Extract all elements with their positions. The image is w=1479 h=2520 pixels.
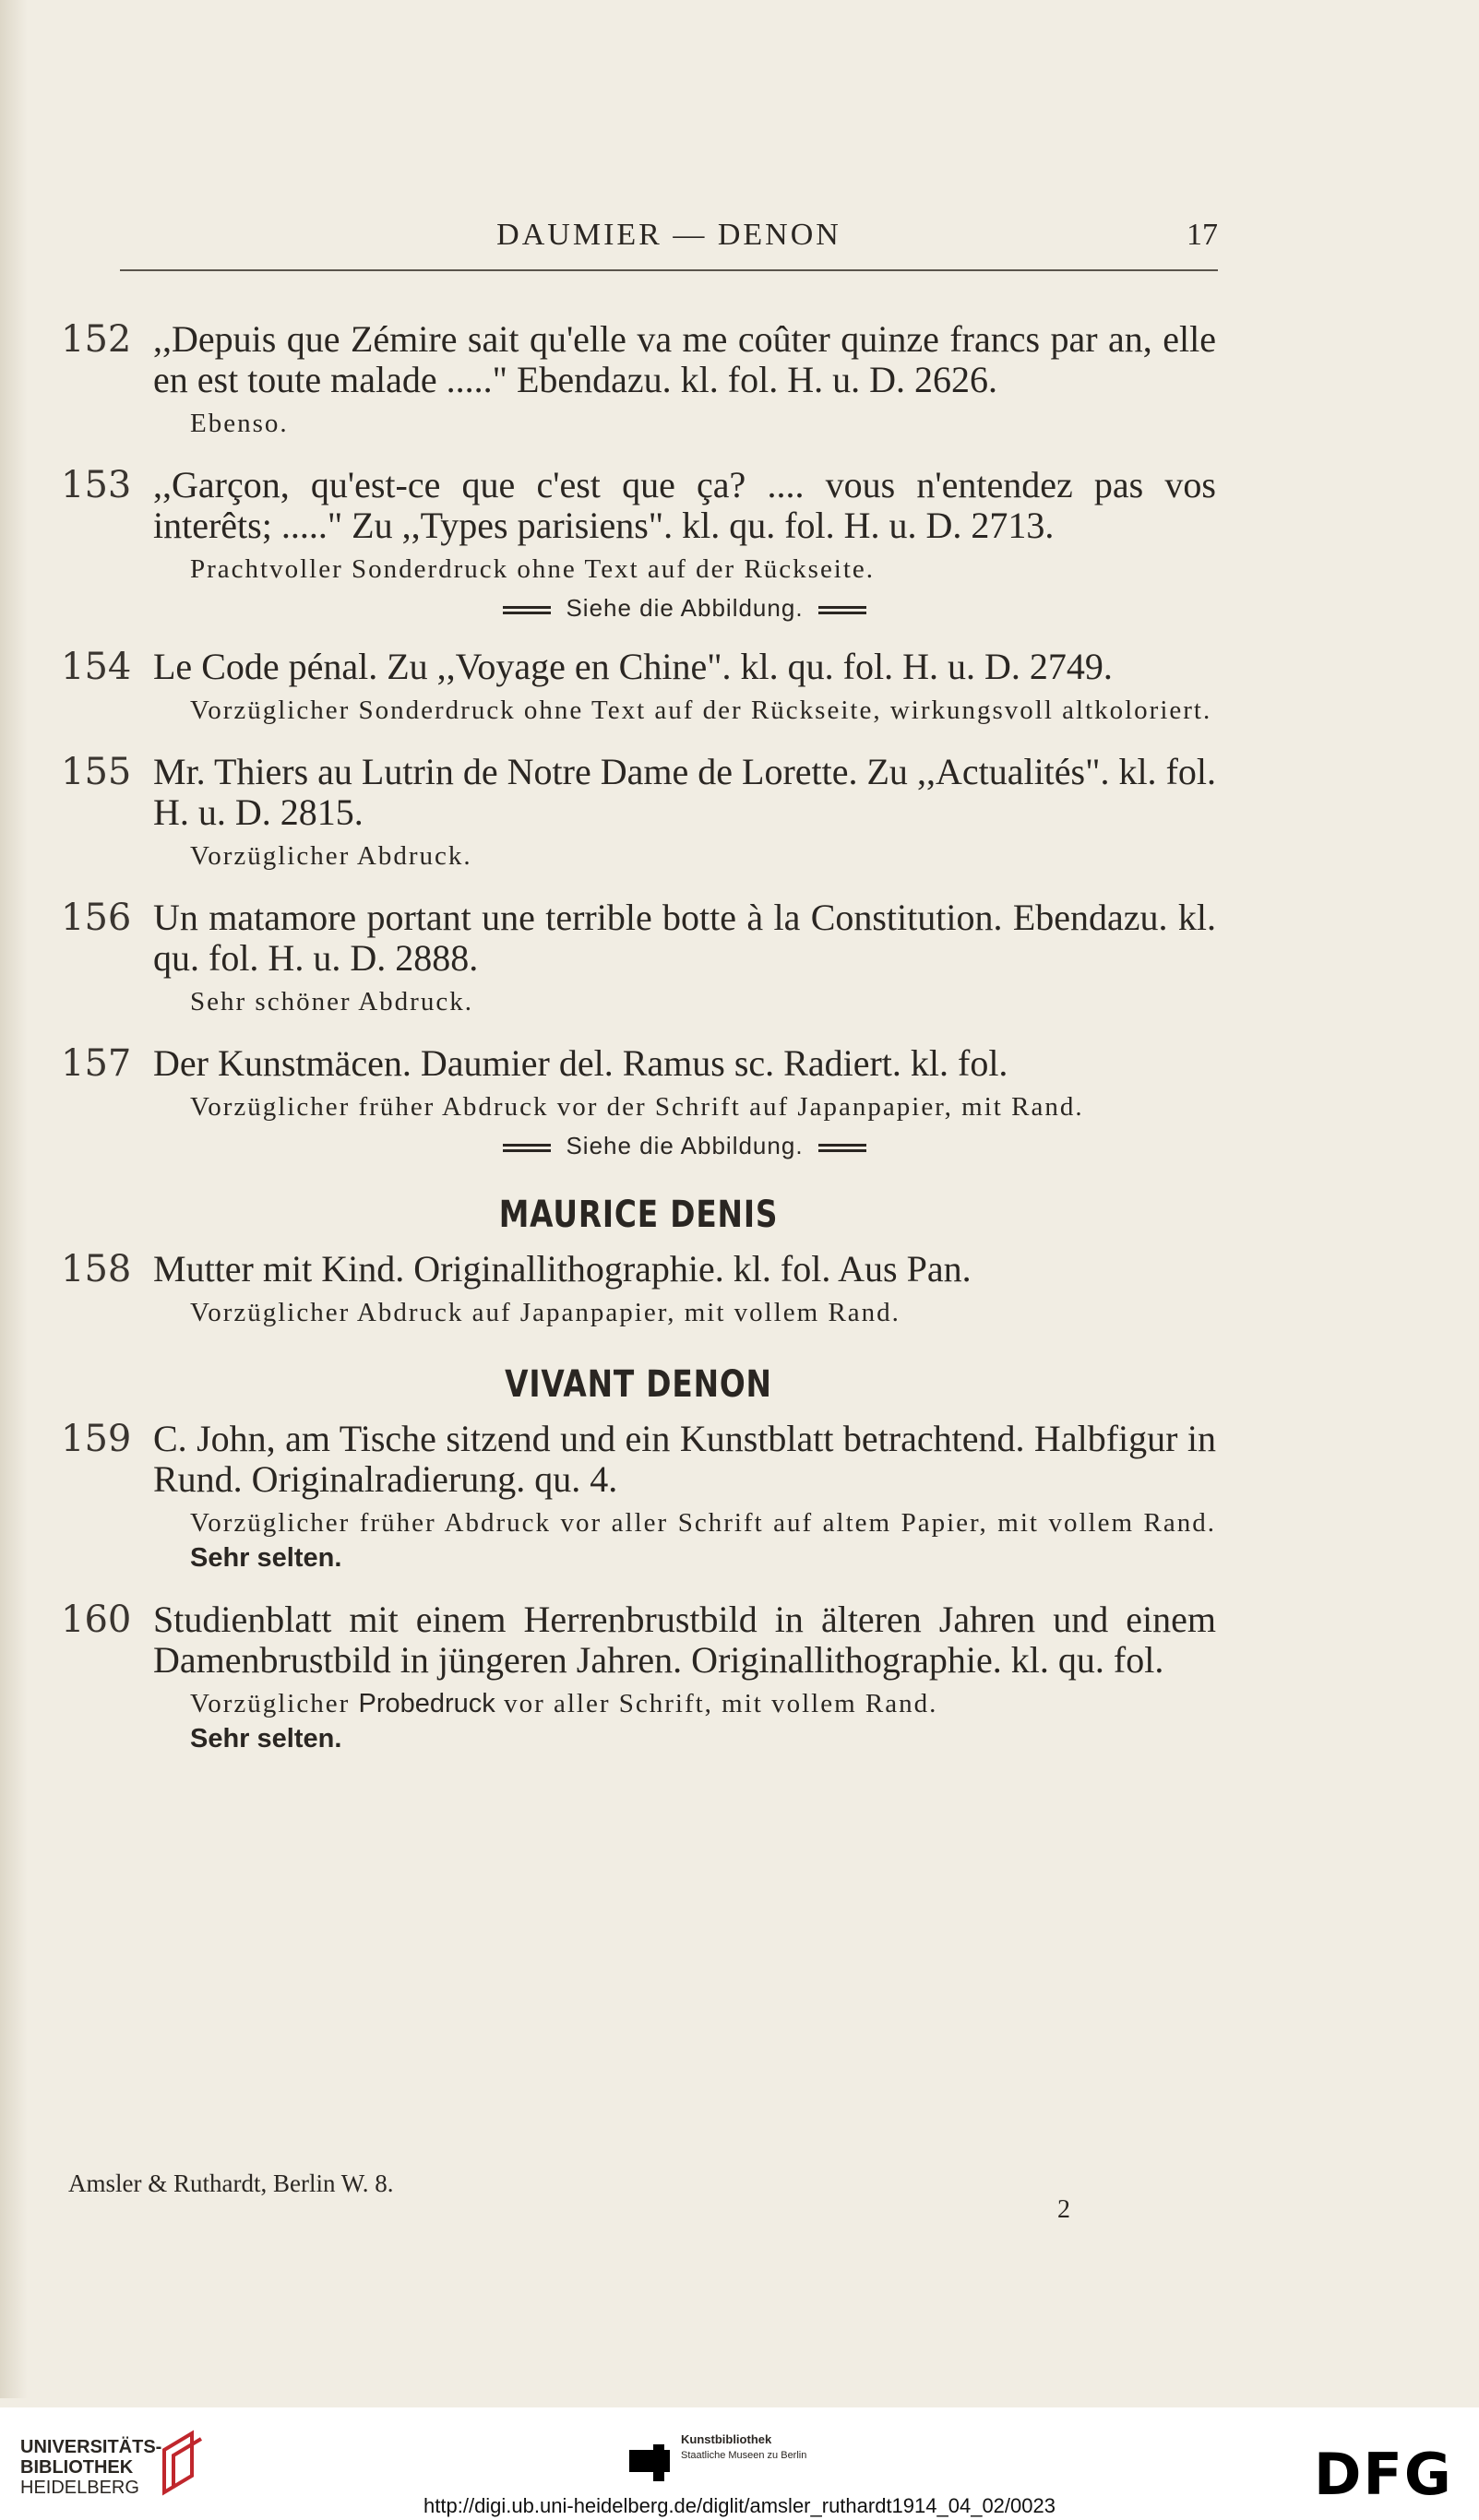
uni-logo-line2: BIBLIOTHEK — [20, 2457, 134, 2478]
entry-note-text: Vorzüglicher früher Abdruck vor aller Schrift auf altem Papier, mit vollem Rand. — [190, 1508, 1216, 1538]
header-page-number: 17 — [1187, 218, 1218, 252]
entry-154 — [61, 647, 1216, 728]
entry-text: C. John, am Tische sitzend und ein Kunstblatt betrachtend. Halbfigur in Rund. Originalradierung. qu. 4. — [153, 1418, 1216, 1500]
double-rule-right — [818, 606, 866, 614]
entry-text: Der Kunstmäcen. Daumier del. Ramus sc. Radiert. kl. fol. — [153, 1042, 1008, 1084]
permalink-url[interactable]: http://digi.ub.uni-heidelberg.de/diglit/amsler_ruthardt1914_04_02/0023 — [423, 2494, 1056, 2517]
entry-number: 160 — [61, 1599, 132, 1641]
digitization-bar — [0, 2407, 1479, 2520]
entry-number: 159 — [61, 1418, 132, 1460]
entry-number: 154 — [61, 646, 132, 688]
sheet-signature: 2 — [1057, 2195, 1070, 2224]
dfg-logo[interactable]: DFG — [1314, 2441, 1453, 2508]
entry-number: 153 — [61, 464, 132, 506]
entry-note: Sehr schöner Abdruck. — [190, 987, 473, 1016]
heidelberg-library-logo[interactable] — [20, 2437, 161, 2498]
section-title-maurice-denis: MAURICE DENIS — [498, 1194, 779, 1236]
entry-text: Mutter mit Kind. Originallithographie. kl. fol. Aus Pan. — [153, 1248, 972, 1290]
entry-158 — [61, 1249, 1216, 1330]
entry-text: Studienblatt mit einem Herrenbrustbild in älteren Jahren und einem Damenbrustbild in jüngeren Jahren. Originallithographie. kl. qu. fol. — [153, 1599, 1216, 1681]
entry-note: Prachtvoller Sonderdruck ohne Text auf der Rückseite. — [190, 554, 876, 584]
uni-logo-line1: UNIVERSITÄTS- — [20, 2437, 162, 2457]
entry-number: 155 — [61, 751, 132, 793]
header-rule — [120, 269, 1218, 271]
proof-print-label: Probedruck — [358, 1689, 495, 1718]
heidelberg-emblem-icon — [155, 2428, 207, 2498]
entry-157 — [61, 1043, 1216, 1160]
page-edge-shadow — [0, 0, 28, 2398]
uni-logo-line3: HEIDELBERG — [20, 2478, 139, 2498]
catalogue-content — [61, 319, 1216, 1780]
entry-note: Vorzüglicher früher Abdruck vor der Schrift auf Japanpapier, mit Rand. — [190, 1092, 1084, 1122]
running-header — [120, 214, 1218, 269]
entry-156 — [61, 897, 1216, 1019]
entry-note: Vorzüglicher Abdruck auf Japanpapier, mit vollem Rand. — [190, 1298, 901, 1327]
entry-number: 157 — [61, 1042, 132, 1085]
kb-line1: Kunstbibliothek — [681, 2432, 772, 2446]
double-rule-right — [818, 1144, 866, 1152]
entry-note: Vorzüglicher Abdruck. — [190, 841, 472, 871]
kunstbibliothek-emblem-icon — [629, 2444, 670, 2481]
header-title: DAUMIER — DENON — [496, 218, 841, 252]
double-rule-left — [503, 606, 551, 614]
double-rule-left — [503, 1144, 551, 1152]
entry-note: Ebenso. — [190, 409, 289, 438]
entry-152 — [61, 319, 1216, 441]
entry-number: 156 — [61, 897, 132, 939]
entry-text: Le Code pénal. Zu ,,Voyage en Chine". kl. qu. fol. H. u. D. 2749. — [153, 646, 1113, 687]
entry-text: ,,Garçon, qu'est-ce que c'est que ça? .... vous n'entendez pas vos interêts; ....." Zu ,,Types parisiens". kl. qu. fol. H. u. D. 2713. — [153, 464, 1216, 546]
entry-note-text: Vorzüglicher — [190, 1689, 351, 1718]
kb-line2: Staatliche Museen zu Berlin — [681, 2450, 807, 2461]
entry-159 — [61, 1419, 1216, 1575]
rarity-note: Sehr selten. — [190, 1543, 342, 1573]
rarity-note: Sehr selten. — [190, 1724, 342, 1753]
entry-text: Mr. Thiers au Lutrin de Notre Dame de Lorette. Zu ,,Actualités". kl. fol. H. u. D. 2815. — [153, 751, 1216, 833]
entry-160 — [61, 1599, 1216, 1756]
publisher-imprint: Amsler & Ruthardt, Berlin W. 8. — [68, 2169, 394, 2197]
see-illustration — [153, 594, 1216, 623]
section-title-vivant-denon: VIVANT DENON — [505, 1363, 772, 1406]
entry-number: 158 — [61, 1248, 132, 1290]
see-illustration-label: Siehe die Abbildung. — [566, 594, 804, 622]
entry-note: Vorzüglicher Sonderdruck ohne Text auf der Rückseite, wirkungsvoll altkoloriert. — [190, 695, 1212, 725]
entry-155 — [61, 752, 1216, 874]
entry-text: Un matamore portant une terrible botte à la Constitution. Ebendazu. kl. qu. fol. H. u. D. 2888. — [153, 897, 1216, 979]
see-illustration — [153, 1132, 1216, 1160]
entry-note — [153, 1505, 1216, 1575]
entry-note-text-rest: vor aller Schrift, mit vollem Rand. — [504, 1689, 938, 1718]
entry-153 — [61, 465, 1216, 623]
entry-text: ,,Depuis que Zémire sait qu'elle va me coûter quinze francs par an, elle en est toute malade ....." Ebendazu. kl. fol. H. u. D. 2626. — [153, 318, 1216, 400]
entry-number: 152 — [61, 318, 132, 361]
see-illustration-label: Siehe die Abbildung. — [566, 1132, 804, 1159]
entry-note — [153, 1686, 1216, 1756]
